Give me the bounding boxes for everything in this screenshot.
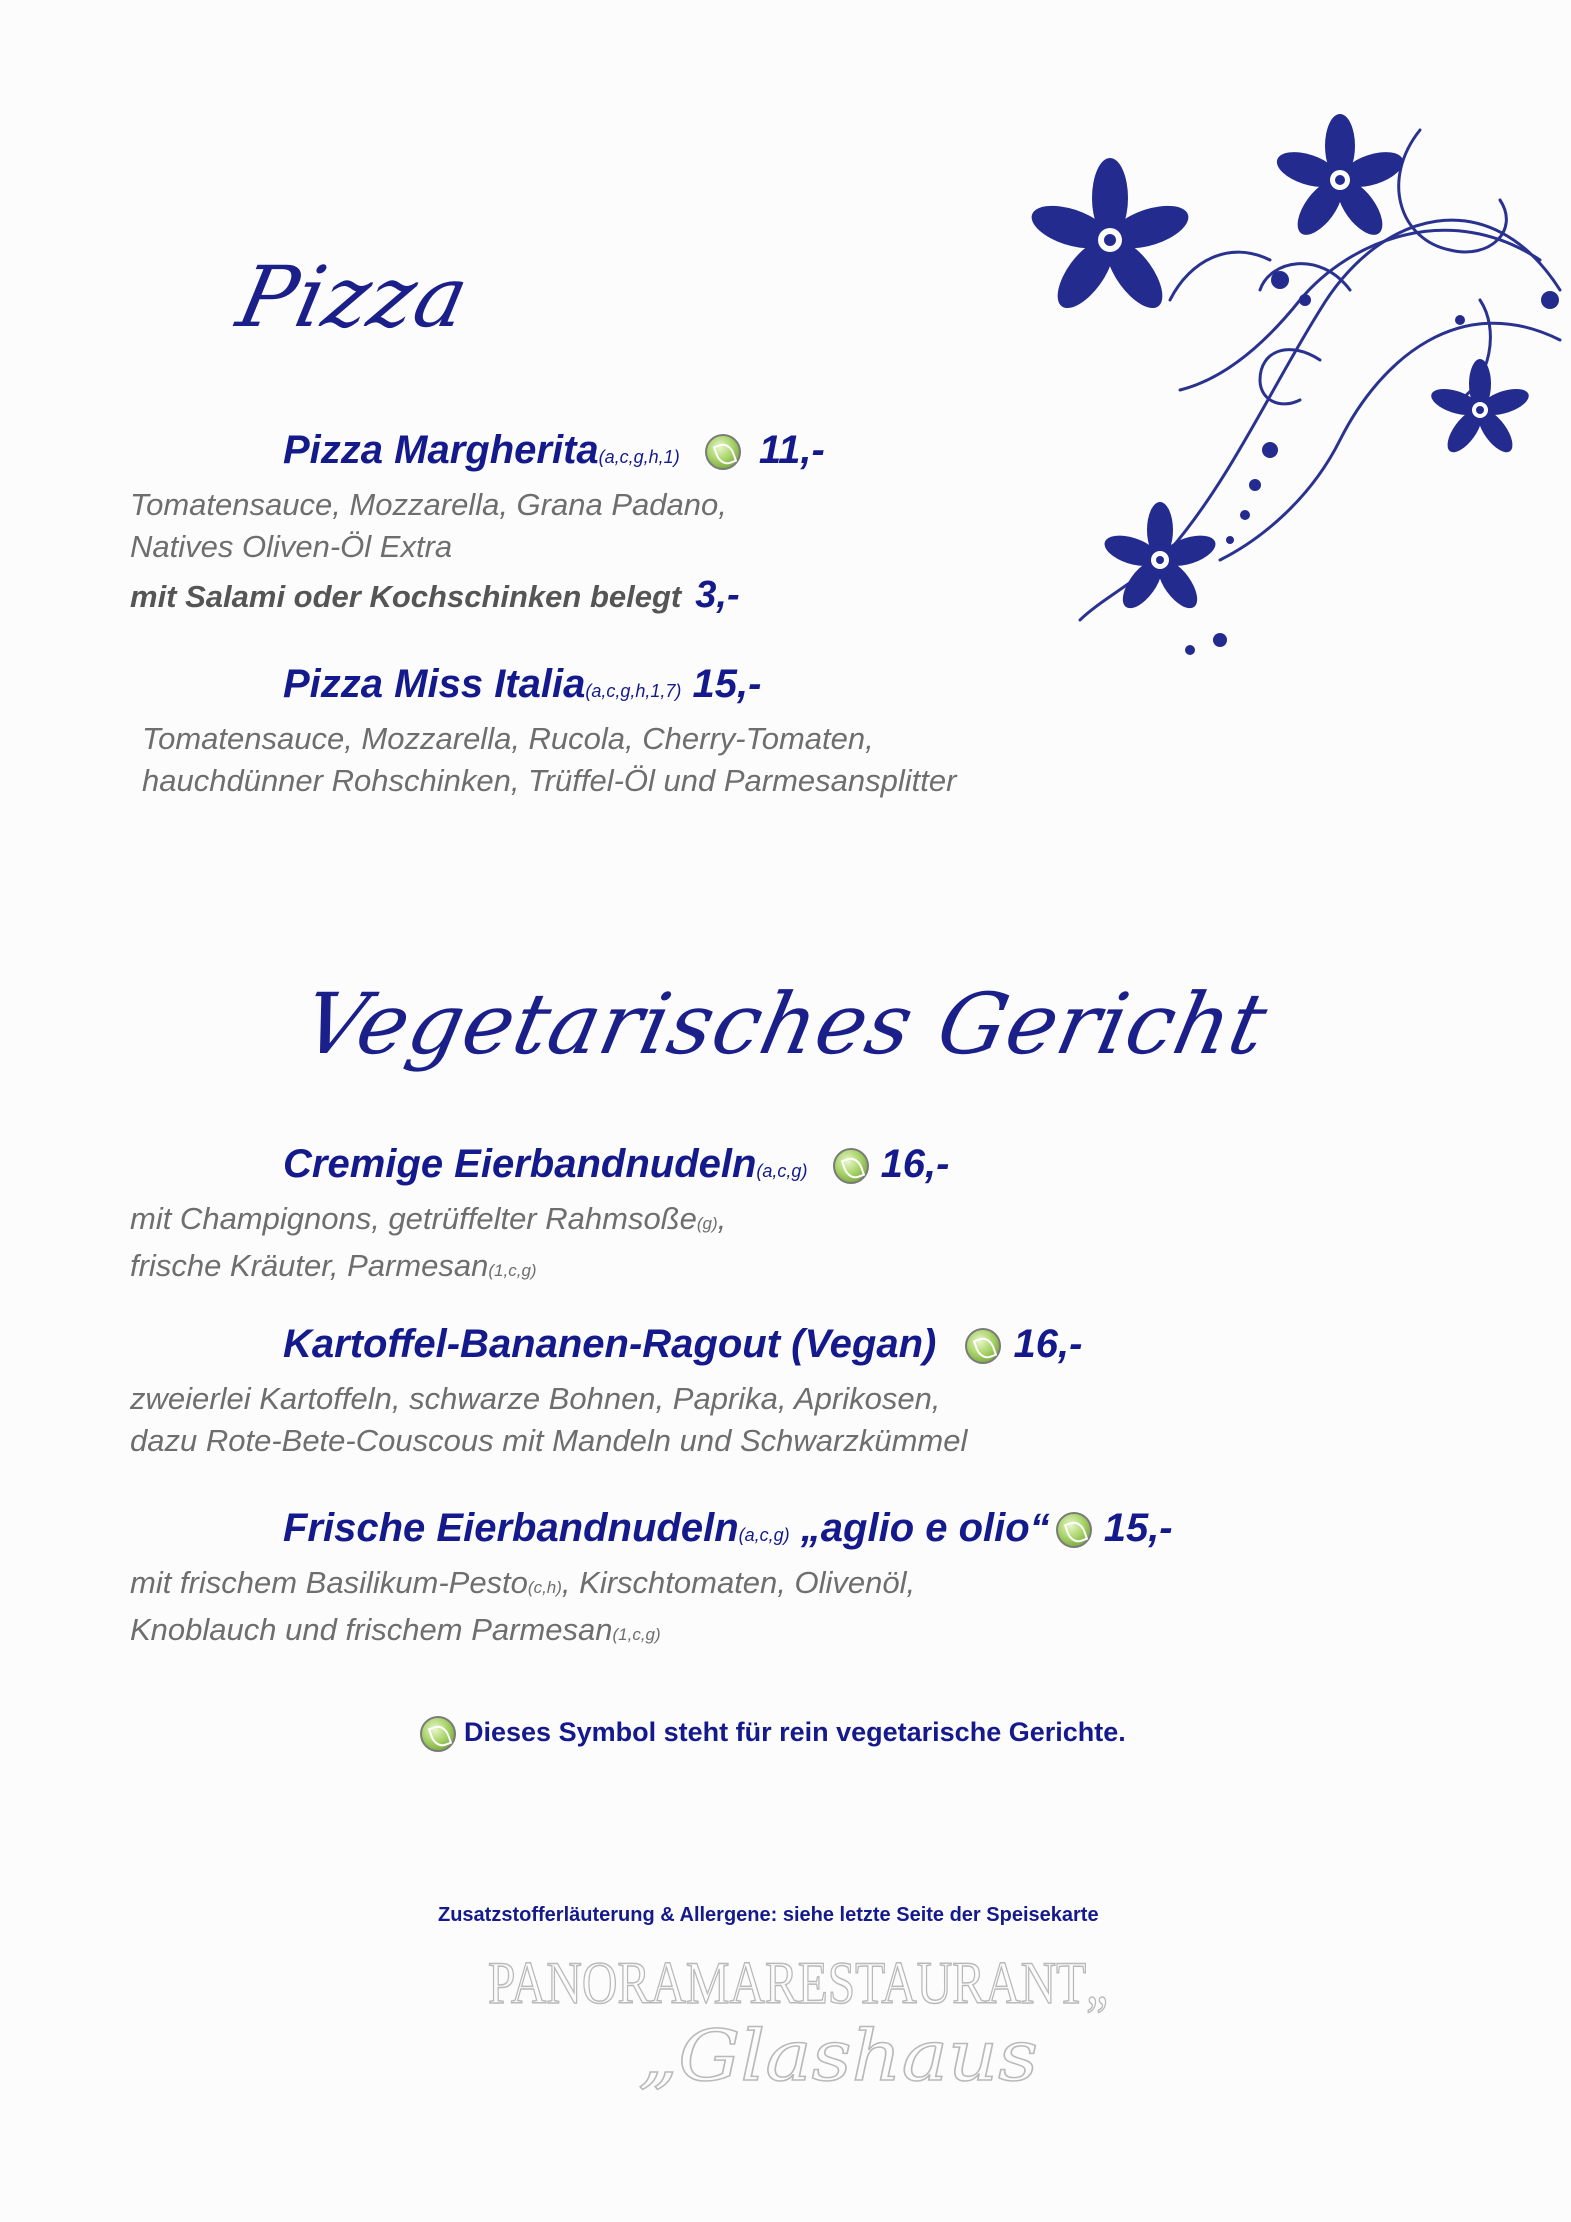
description-text: mit Champignons, getrüffelter Rahmsoße bbox=[130, 1201, 697, 1236]
description-line: Tomatensauce, Mozzarella, Rucola, Cherry-Tomaten, bbox=[142, 721, 874, 756]
allergen-footer-note: Zusatzstofferläuterung & Allergene: siehe letzte Seite der Speisekarte bbox=[438, 1904, 1099, 1926]
description-line bbox=[130, 1245, 726, 1292]
allergen-codes: (1,c,g) bbox=[488, 1261, 537, 1280]
menu-item-pizza-miss-italia bbox=[283, 662, 761, 707]
description-text: Knoblauch und frischem Parmesan bbox=[130, 1612, 613, 1647]
section-title-vegetarian: Vegetarisches Gericht bbox=[294, 975, 1276, 1073]
menu-item-frische-eierbandnudeln bbox=[283, 1506, 1173, 1551]
dish-description bbox=[130, 484, 727, 568]
dish-price: 15,- bbox=[1103, 1506, 1173, 1550]
dish-suffix: „aglio e olio“ bbox=[800, 1506, 1050, 1550]
description-line bbox=[130, 1562, 915, 1609]
dish-price: 15,- bbox=[692, 662, 762, 706]
menu-item-kartoffel-bananen-ragout bbox=[283, 1322, 1082, 1367]
topping-text: mit Salami oder Kochschinken belegt bbox=[130, 579, 682, 614]
dish-description bbox=[142, 718, 956, 802]
allergen-codes: (a,c,g,h,1,7) bbox=[585, 681, 682, 701]
description-line bbox=[130, 1609, 915, 1656]
description-text: frische Kräuter, Parmesan bbox=[130, 1248, 489, 1283]
allergen-codes: (g) bbox=[696, 1214, 718, 1233]
section-title-pizza: Pizza bbox=[229, 248, 478, 346]
dish-price: 16,- bbox=[1013, 1322, 1083, 1366]
vegetarian-leaf-icon bbox=[1056, 1512, 1092, 1548]
dish-description bbox=[130, 1378, 967, 1462]
description-line bbox=[130, 1198, 726, 1245]
menu-item-cremige-eierbandnudeln bbox=[283, 1142, 950, 1187]
floral-ornament-icon bbox=[1020, 60, 1571, 670]
description-text: , Kirschtomaten, Olivenöl, bbox=[561, 1565, 916, 1600]
allergen-codes: (a,c,g) bbox=[756, 1161, 808, 1181]
vegetarian-legend bbox=[420, 1716, 1126, 1752]
allergen-codes: (c,h) bbox=[527, 1578, 562, 1597]
vegetarian-leaf-icon bbox=[420, 1716, 456, 1752]
dish-name: Pizza Margherita bbox=[283, 428, 599, 472]
vegetarian-leaf-icon bbox=[833, 1148, 869, 1184]
vegetarian-leaf-icon bbox=[965, 1328, 1001, 1364]
dish-name: Pizza Miss Italia bbox=[283, 662, 586, 706]
dish-description bbox=[130, 1198, 726, 1292]
dish-price: 11,- bbox=[758, 428, 825, 472]
description-line: Tomatensauce, Mozzarella, Grana Padano, bbox=[130, 487, 727, 522]
dish-name: Frische Eierbandnudeln bbox=[283, 1506, 739, 1550]
allergen-codes: (a,c,g,h,1) bbox=[598, 447, 680, 467]
topping-price: 3,- bbox=[695, 574, 740, 616]
description-text: mit frischem Basilikum-Pesto bbox=[130, 1565, 528, 1600]
dish-description bbox=[130, 1562, 915, 1656]
menu-item-pizza-margherita bbox=[283, 428, 825, 473]
svg-text:PANORAMARESTAURANT„: PANORAMARESTAURANT„ bbox=[488, 1950, 1108, 2016]
description-line: dazu Rote-Bete-Couscous mit Mandeln und Schwarzkümmel bbox=[130, 1423, 968, 1458]
allergen-codes: (a,c,g) bbox=[738, 1525, 790, 1545]
dish-name: Kartoffel-Bananen-Ragout (Vegan) bbox=[283, 1322, 937, 1366]
dish-price: 16,- bbox=[880, 1142, 950, 1186]
dish-name: Cremige Eierbandnudeln bbox=[283, 1142, 757, 1186]
allergen-codes: (1,c,g) bbox=[612, 1625, 661, 1644]
description-line: hauchdünner Rohschinken, Trüffel-Öl und Parmesansplitter bbox=[142, 763, 957, 798]
topping-option bbox=[130, 574, 740, 617]
restaurant-logo bbox=[488, 1945, 1128, 2095]
description-line: zweierlei Kartoffeln, schwarze Bohnen, Paprika, Aprikosen, bbox=[130, 1381, 941, 1416]
description-line: Natives Oliven-Öl Extra bbox=[130, 529, 453, 564]
vegetarian-leaf-icon bbox=[705, 434, 741, 470]
legend-text: Dieses Symbol steht für rein vegetarische Gerichte. bbox=[464, 1717, 1126, 1748]
svg-text:„Glashaus: „Glashaus bbox=[638, 2015, 1038, 2097]
description-text: , bbox=[717, 1201, 727, 1236]
